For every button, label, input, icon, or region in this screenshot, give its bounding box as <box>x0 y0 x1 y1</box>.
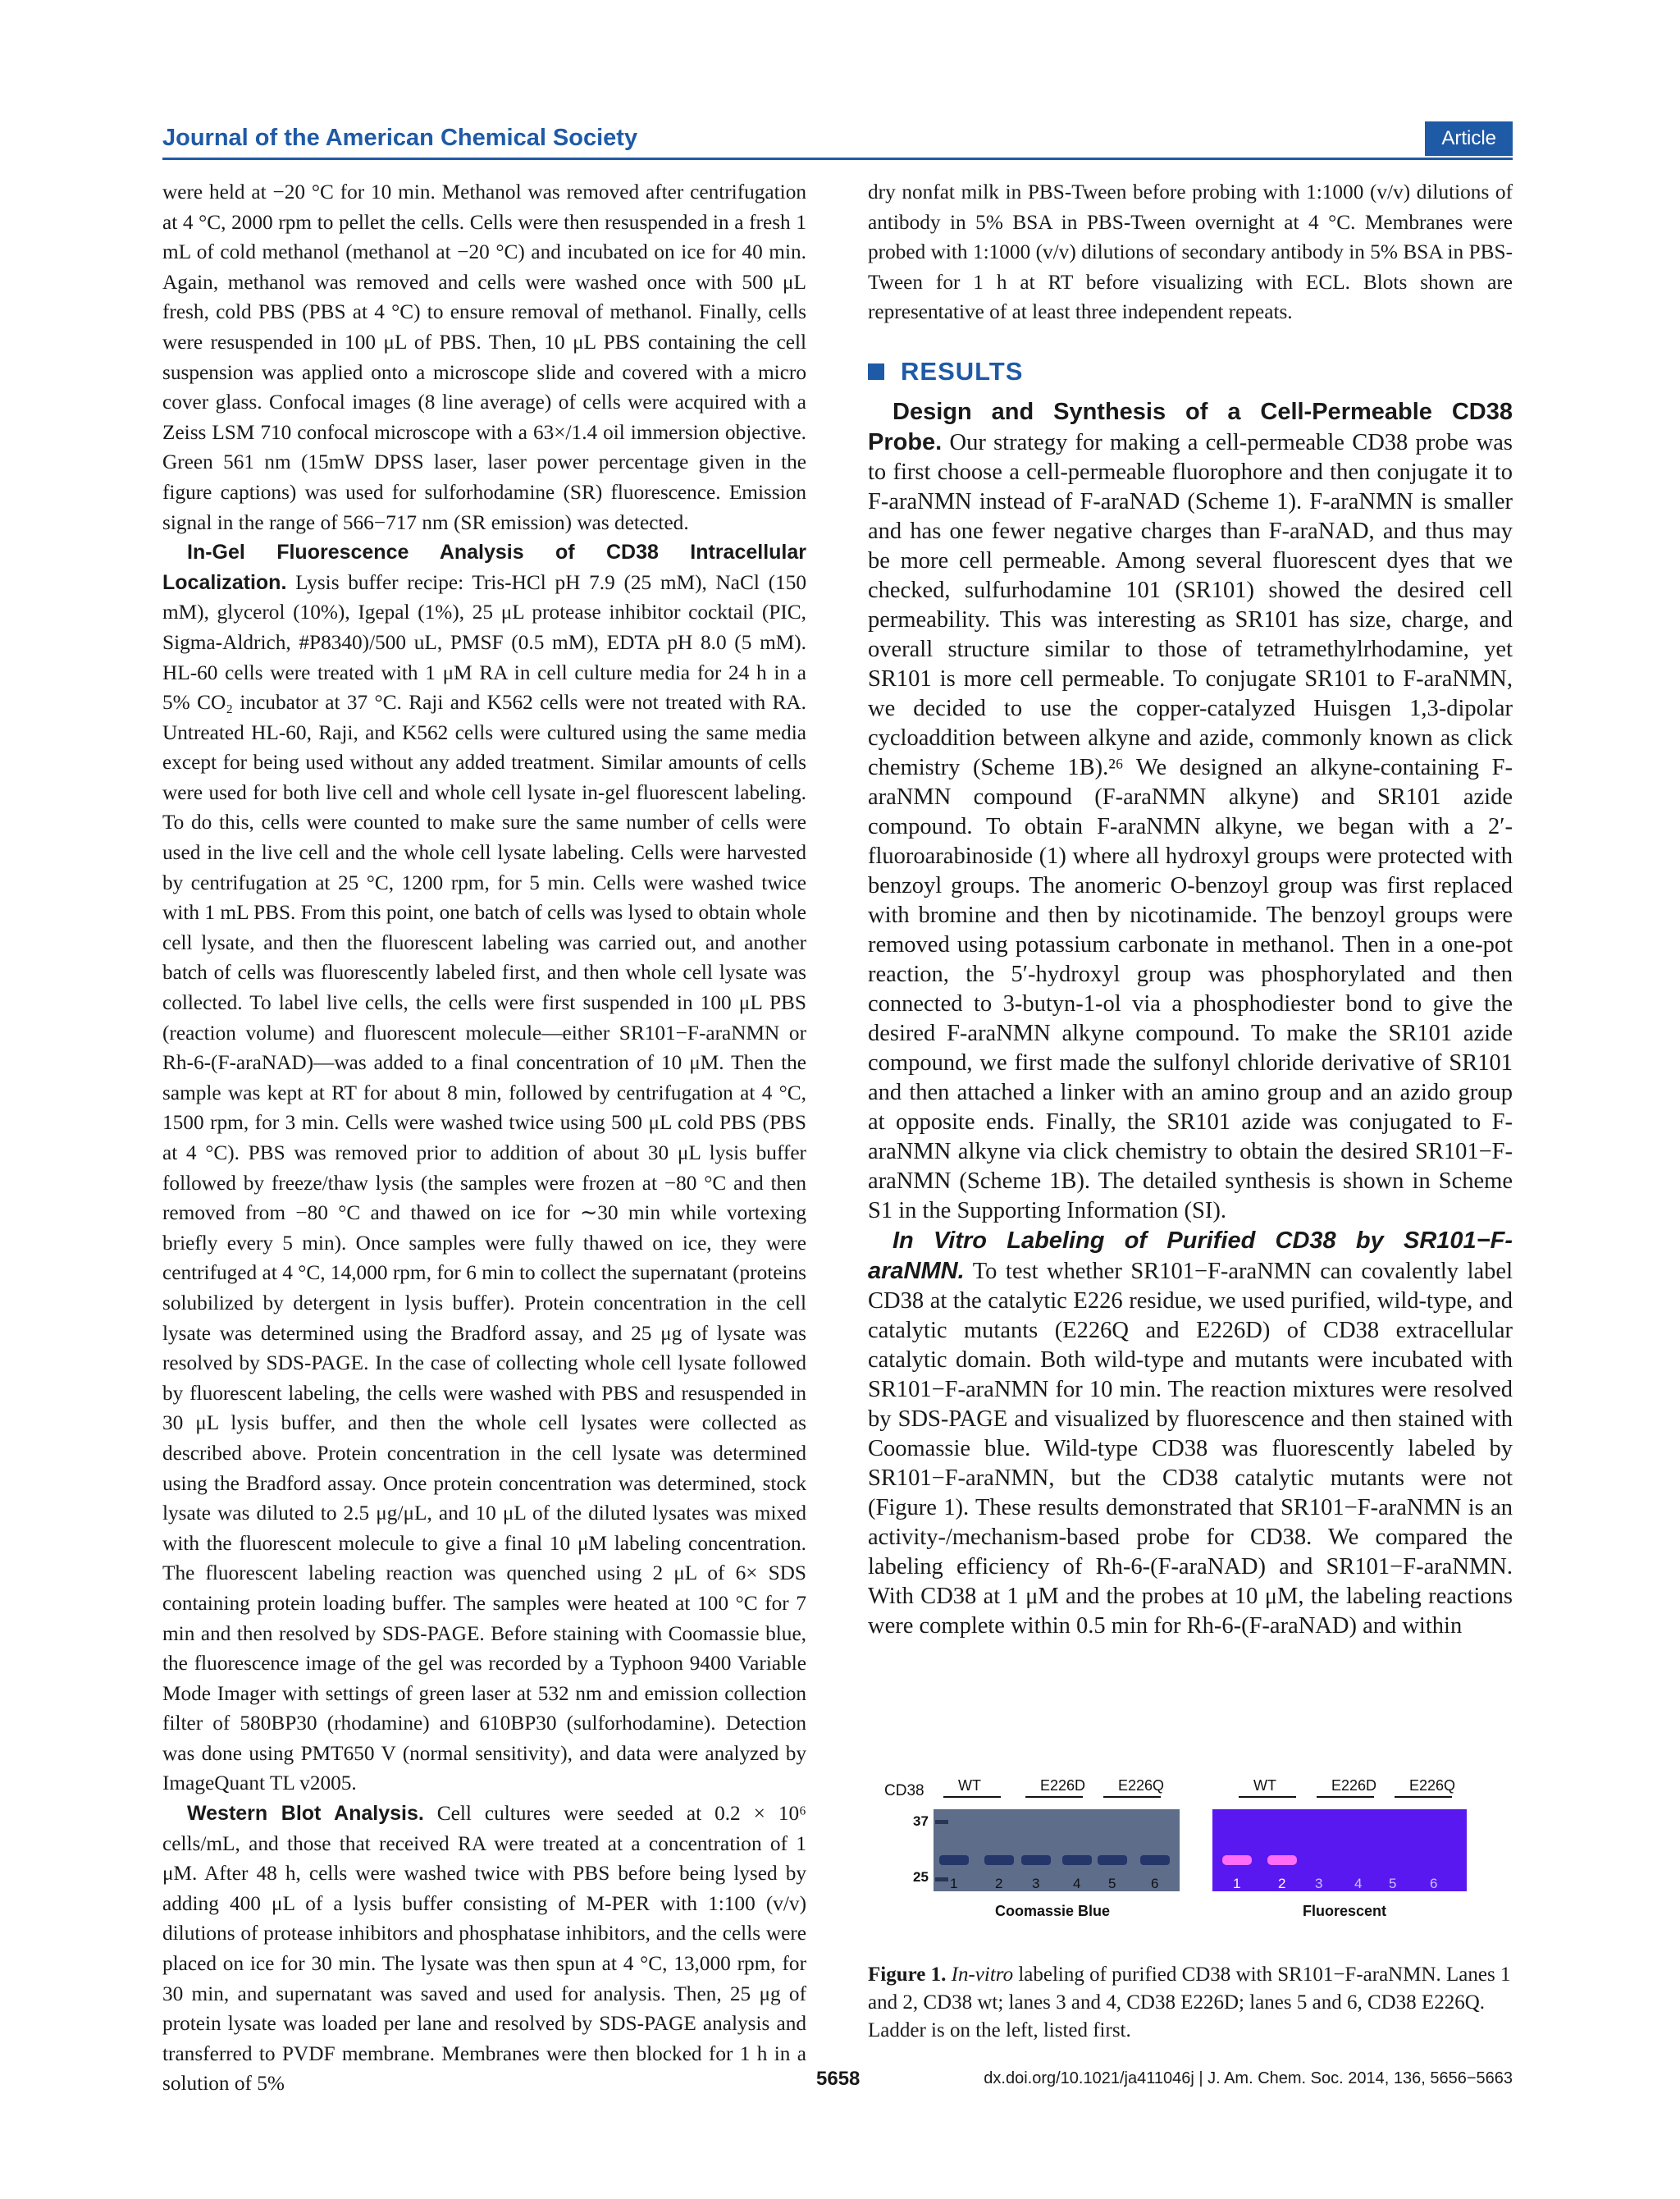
subheading-in-vitro: In Vitro Labeling of Purified CD38 by SR101−F-araNMN. <box>868 1227 1513 1284</box>
coomassie-band <box>939 1855 969 1865</box>
lane-number: 6 <box>1151 1876 1159 1891</box>
lane-number: 5 <box>1108 1876 1116 1891</box>
paragraph-in-vitro-text: To test whether SR101−F-araNMN can covalently label CD38 at the catalytic E226 residue, we used purified, wild-type, and catalytic mutants (E226Q and E226D) of CD38 extracellular catalytic domain. Both wild-type and mutants were incubated with SR101−F-araNMN for 10 min. The reaction mixtures were resolved by SDS-PAGE and visualized by fluorescence and then stained with Coomassie blue. Wild-type CD38 was fluorescently labeled by SR101−F-araNMN, but the CD38 catalytic mutants were not (Figure 1). These results demonstrated that SR101−F-araNMN is an activity-/mechanism-based probe for CD38. We compared the labeling efficiency of Rh-6-(F-araNAD) and SR101−F-araNMN. With CD38 at 1 μM and the probes at 10 μM, the labeling reactions were complete within 0.5 min for Rh-6-(F-araNAD) and within <box>868 1258 1513 1639</box>
group-label: E226Q <box>1118 1777 1165 1794</box>
caption-label: Figure 1. <box>868 1964 947 1986</box>
group-label: WT <box>958 1777 981 1794</box>
paragraph-in-gel-text: Lysis buffer recipe: Tris-HCl pH 7.9 (25 mM), NaCl (150 mM), glycerol (10%), Igepal (1%), 25 μL protease inhibitor cocktail (PIC, Sigma-Aldrich, #P8340)/500 uL, PMSF (0.5 mM), EDTA pH 8.0 (5 mM). HL-60 cells were treated with 1 μM RA in cell culture media for 24 h in a 5% CO₂ incubator at 37 °C. Raji and K562 cells were not treated with RA. Untreated HL-60, Raji, and K562 cells were cultured using the same media except for being used without any added treatment. Similar amounts of cells were used for both live cell and whole cell lysate in-gel fluorescent labeling. To do this, cells were counted to make sure the same number of cells were used in the live cell and the whole cell lysate labeling. Cells were harvested by centrifugation at 25 °C, 1200 rpm, for 5 min. Cells were washed twice with 1 mL PBS. From this point, one batch of cells was lysed to obtain whole cell lysate, and then the fluorescent labeling was carried out, and another batch of cells was fluorescently labeled first, and then whole cell lysate was collected. To label live cells, the cells were first suspended in 100 μL PBS (reaction volume) and fluorescent molecule—either SR101−F-araNMN or Rh-6-(F-araNAD)—was added to a final concentration of 10 μM. Then the sample was kept at RT for about 8 min, followed by centrifugation at 4 °C, 1500 rpm, for 3 min. Cells were washed twice using 500 μL cold PBS (PBS at 4 °C). PBS was removed prior to addition of about 30 μL lysis buffer followed by freeze/thaw lysis (the samples were frozen at −80 °C and then removed from −80 °C and thawed on ice for ∼30 min while vortexing briefly every 5 min). Once samples were fully thawed on ice, they were centrifuged at 4 °C, 14,000 rpm, for 6 min to collect the supernatant (proteins solubilized by detergent in lysis buffer). Protein concentration in the cell lysate was determined using the Bradford assay, and 25 μg of lysate was resolved by SDS-PAGE. In the case of collecting whole cell lysate followed by fluorescent labeling, the cells were washed with PBS and resuspended in 30 μL lysis buffer, and then the whole cell lysates were collected as described above. Protein concentration in the cell lysate was determined using the Bradford assay. Once protein concentration was determined, stock lysate was diluted to 2.5 μg/μL, and 10 μL of the diluted lysates was mixed with the fluorescent molecule to give a final 10 μM labeling concentration. The fluorescent labeling reaction was quenched using 2 μL of 6× SDS containing protein loading buffer. The samples were heated at 100 °C for 7 min and then resolved by SDS-PAGE. Before staining with Coomassie blue, the fluorescence image of the gel was recorded by a Typhoon 9400 Variable Mode Imager with settings of green laser at 532 nm and emission collection filter of 580BP30 (rhodamine) and 610BP30 (sulforhodamine). Detection was done using PMT650 V (normal sensitivity), and data were analyzed by ImageQuant TL v2005. <box>162 570 807 1795</box>
section-square-icon <box>868 363 884 380</box>
fluorescent-band <box>1267 1855 1297 1865</box>
group-label: E226D <box>1040 1777 1086 1794</box>
coomassie-band <box>1062 1855 1092 1865</box>
lane-number: 6 <box>1430 1876 1438 1891</box>
page-number: 5658 <box>816 2068 861 2090</box>
lane-number: 5 <box>1389 1876 1397 1891</box>
lane-number: 3 <box>1315 1876 1323 1891</box>
fluorescent-band <box>1222 1855 1252 1865</box>
paragraph-confocal: were held at −20 °C for 10 min. Methanol was removed after centrifugation at 4 °C, 2000 rpm to pellet the cells. Cells were then resuspended in a fresh 1 mL of cold methanol (methanol at −20 °C) and incubated on ice for 40 min. Again, methanol was removed and cells were washed once with 500 μL fresh, cold PBS (PBS at 4 °C) to ensure removal of methanol. Finally, cells were resuspended in 100 μL of PBS. Then, 10 μL PBS containing the cell suspension was applied onto a microscope slide and covered with a micro cover glass. Confocal images (8 line average) of cells were acquired with a Zeiss LSM 710 confocal microscope with a 63×/1.4 oil immersion objective. Green 561 nm (15mW DPSS laser, laser power percentage given in the figure captions) was used for sulforhodamine (SR) fluorescence. Emission signal in the range of 566−717 nm (SR emission) was detected. <box>162 181 806 534</box>
panel-left-label: Coomassie Blue <box>995 1903 1111 1919</box>
article-type-badge: Article <box>1425 121 1513 156</box>
ladder-band <box>935 1877 948 1881</box>
caption-italic: In-vitro <box>951 1964 1014 1986</box>
page-footer <box>0 2068 1680 2101</box>
group-label: E226D <box>1331 1777 1377 1794</box>
figure-1-caption <box>868 1961 1513 2045</box>
paragraph-design-text: Our strategy for making a cell-permeable CD38 probe was to first choose a cell-permeable fluorophore and then conjugate it to F-araNMN instead of F-araNAD (Scheme 1). F-araNMN is smaller and has one fewer negative charges than F-araNAD, and thus may be more cell permeable. Among several fluorescent dyes that we checked, sulfurhodamine 101 (SR101) showed the desired cell permeability. This was interesting as SR101 has size, charge, and overall structure similar to those of tetramethylrhodamine, yet SR101 is more cell permeable. To conjugate SR101 to F-araNMN, we decided to use the copper-catalyzed Huisgen 1,3-dipolar cycloaddition between alkyne and azide, commonly known as click chemistry (Scheme 1B).²⁶ We designed an alkyne-containing F-araNMN compound (F-araNMN alkyne) and SR101 azide compound. To obtain F-araNMN alkyne, we began with a 2′-fluoroarabinoside (1) where all hydroxyl groups were protected with benzoyl groups. The anomeric O-benzoyl group was first replaced with bromine and then by nicotinamide. The benzoyl groups were removed using potassium carbonate in methanol. Then in a one-pot reaction, the 5′-hydroxyl group was phosphorylated and then connected to 3-butyn-1-ol via a phosphodiester bond to give the desired F-araNMN alkyne compound. To make the SR101 azide compound, we first made the sulfonyl chloride derivative of SR101 and then attached a linker with an amino group and an azido group at opposite ends. Finally, the SR101 azide was conjugated to F-araNMN alkyne via click chemistry to obtain the desired SR101−F-araNMN (Scheme 1B). The detailed synthesis is shown in Scheme S1 in the Supporting Information (SI). <box>868 429 1513 1223</box>
page-header <box>162 121 1513 160</box>
cd38-label: CD38 <box>884 1782 924 1799</box>
coomassie-panel <box>934 1809 1180 1891</box>
group-label: E226Q <box>1409 1777 1456 1794</box>
results-heading <box>868 357 1513 387</box>
paragraph-western-cont: dry nonfat milk in PBS-Tween before probing with 1:1000 (v/v) dilutions of antibody in 5% BSA in PBS-Tween overnight at 4 °C. Membranes were probed with 1:1000 (v/v) dilutions of secondary antibody in 5% BSA in PBS-Tween for 1 h at RT before visualizing with ECL. Blots shown are representative of at least three independent repeats. <box>868 181 1513 324</box>
paragraph-in-gel <box>162 537 806 1799</box>
coomassie-band <box>1098 1855 1127 1865</box>
subheading-in-gel: In-Gel Fluorescence Analysis of CD38 Intracellular Localization. <box>162 541 806 594</box>
right-column <box>868 177 1513 1641</box>
paragraph-western-text: Cell cultures were seeded at 0.2 × 10⁶ cells/mL, and those that received RA were treated at a concentration of 1 μM. After 48 h, cells were washed twice with PBS before being lysed by adding 400 μL of a lysis buffer consisting of M-PER with 1:100 (v/v) dilutions of protease inhibitors and phosphatase inhibitors, and the cells were placed on ice for 30 min. The lysate was then spun at 4 °C, 13,000 rpm, for 30 min, and supernatant was saved and used for analysis. Then, 25 μg of protein lysate was loaded per lane and resolved by SDS-PAGE analysis and transferred to PVDF membrane. Membranes were then blocked for 1 h in a solution of 5% <box>162 1802 806 2096</box>
lane-number: 2 <box>1278 1876 1286 1891</box>
coomassie-band <box>1140 1855 1170 1865</box>
lane-number: 1 <box>1233 1876 1241 1891</box>
lane-number: 4 <box>1073 1876 1081 1891</box>
subheading-design: Design and Synthesis of a Cell-Permeable CD38 Probe. <box>868 398 1513 455</box>
panel-right-label: Fluorescent <box>1303 1903 1387 1919</box>
results-heading-text: RESULTS <box>901 356 1024 386</box>
paragraph-western <box>162 1799 806 2099</box>
group-label: WT <box>1253 1777 1276 1794</box>
mw-bottom: 25 <box>913 1869 929 1885</box>
subheading-western: Western Blot Analysis. <box>187 1802 424 1826</box>
gel-image <box>884 1772 1516 1920</box>
lane-number: 2 <box>995 1876 1003 1891</box>
mw-top: 37 <box>913 1813 929 1829</box>
fluorescent-panel <box>1212 1809 1467 1891</box>
lane-number: 1 <box>950 1876 958 1891</box>
lane-number: 4 <box>1354 1876 1363 1891</box>
doi-citation: dx.doi.org/10.1021/ja411046j | J. Am. Chem. Soc. 2014, 136, 5656−5663 <box>984 2069 1513 2087</box>
lane-number: 3 <box>1032 1876 1040 1891</box>
journal-title: Journal of the American Chemical Society <box>162 125 638 151</box>
paragraph-in-vitro <box>868 1226 1513 1641</box>
paragraph-design <box>868 397 1513 1226</box>
figure-1 <box>868 1772 1513 1920</box>
caption-text: labeling of purified CD38 with SR101−F-araNMN. Lanes 1 and 2, CD38 wt; lanes 3 and 4, CD38 E226D; lanes 5 and 6, CD38 E226Q. Ladder is on the left, listed first. <box>868 1964 1511 2041</box>
left-column <box>162 177 806 2099</box>
coomassie-band <box>984 1855 1014 1865</box>
coomassie-band <box>1021 1855 1051 1865</box>
ladder-band <box>935 1820 948 1824</box>
